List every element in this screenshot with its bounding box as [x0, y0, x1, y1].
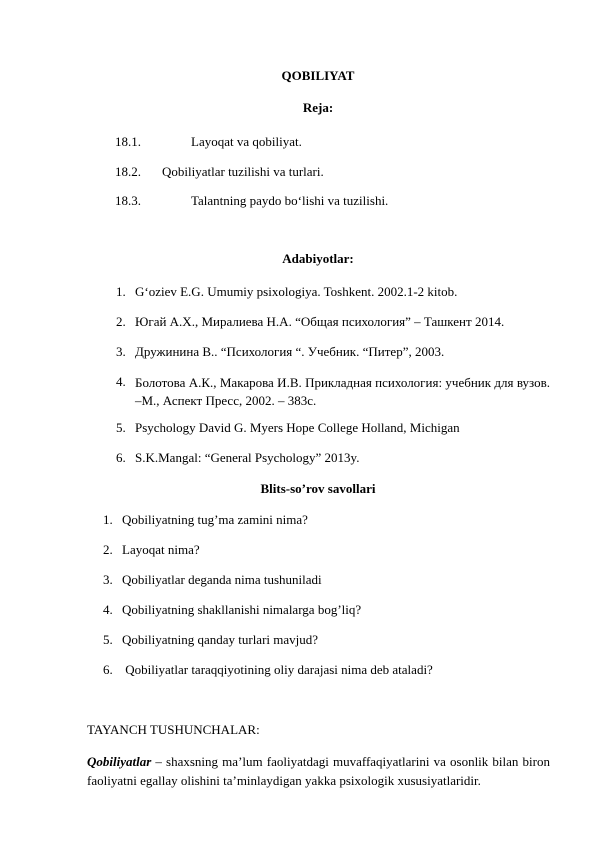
literature-item-number: 2. [116, 314, 126, 329]
question-text: Qobiliyatning qanday turlari mavjud? [122, 632, 319, 647]
definition-text: – shaxsning ma’lum faoliyatdagi muvaffaqiyatlarini va osonlik bilan biron faoliyatni egallay olishini ta’minlaydigan yakka psixologik xususiyatlaridir. [87, 754, 550, 788]
literature-item-number: 3. [116, 344, 126, 359]
plan-item-text: Talantning paydo bo‘lishi va tuzilishi. [191, 193, 389, 208]
question-number: 5. [103, 632, 113, 647]
literature-item-number: 6. [116, 450, 126, 465]
plan-item-text: Qobiliyatlar tuzilishi va turlari. [162, 164, 324, 179]
question-text: Qobiliyatlar deganda nima tushuniladi [122, 572, 322, 587]
literature-heading: Adabiyotlar: [282, 251, 354, 266]
literature-item-text: S.K.Mangal: “General Psychology” 2013y. [135, 450, 360, 465]
question-number: 4. [103, 602, 113, 617]
question-text: Qobiliyatning tug’ma zamini nima? [122, 512, 308, 527]
plan-item-number: 18.1. [115, 134, 141, 149]
literature-item-text: G‘oziev E.G. Umumiy psixologiya. Toshkent. 2002.1-2 kitob. [135, 284, 458, 299]
question-text: Layoqat nima? [122, 542, 200, 557]
concepts-heading [87, 722, 260, 738]
question-number: 2. [103, 542, 113, 557]
question-text: Qobiliyatning shakllanishi nimalarga bog’liq? [122, 602, 362, 617]
literature-item-text: Югай А.Х., Миралиева Н.А. “Общая психология” – Ташкент 2014. [135, 314, 505, 329]
concepts-heading-colon: : [256, 722, 260, 737]
question-number: 6. [103, 662, 113, 677]
page-title: QOBILIYAT [281, 68, 355, 83]
literature-item-text: Болотова А.К., Макарова И.В. Прикладная психология: учебник для вузов. –М., Аспект Пресс, 2002. – 383с. [135, 375, 550, 408]
question-number: 3. [103, 572, 113, 587]
literature-item-number: 5. [116, 420, 126, 435]
literature-item-text: Дружинина В.. “Психология “. Учебник. “Питер”, 2003. [135, 344, 445, 359]
question-text: Qobiliyatlar taraqqiyotining oliy darajasi nima deb ataladi? [122, 662, 433, 677]
literature-item-number: 4. [116, 374, 126, 389]
question-number: 1. [103, 512, 113, 527]
plan-item-number: 18.2. [115, 164, 141, 179]
literature-item-number: 1. [116, 284, 126, 299]
questions-heading: Blits-so’rov savollari [260, 481, 376, 496]
plan-item-number: 18.3. [115, 193, 141, 208]
definition-term: Qobiliyatlar [87, 754, 152, 769]
concepts-heading-label: TAYANCH TUSHUNCHALAR [87, 722, 257, 737]
plan-heading: Reja: [302, 100, 334, 115]
literature-item-text: Psychology David G. Myers Hope College Holland, Michigan [135, 420, 460, 435]
plan-item-text: Layoqat va qobiliyat. [191, 134, 302, 149]
definition-paragraph [87, 752, 550, 790]
